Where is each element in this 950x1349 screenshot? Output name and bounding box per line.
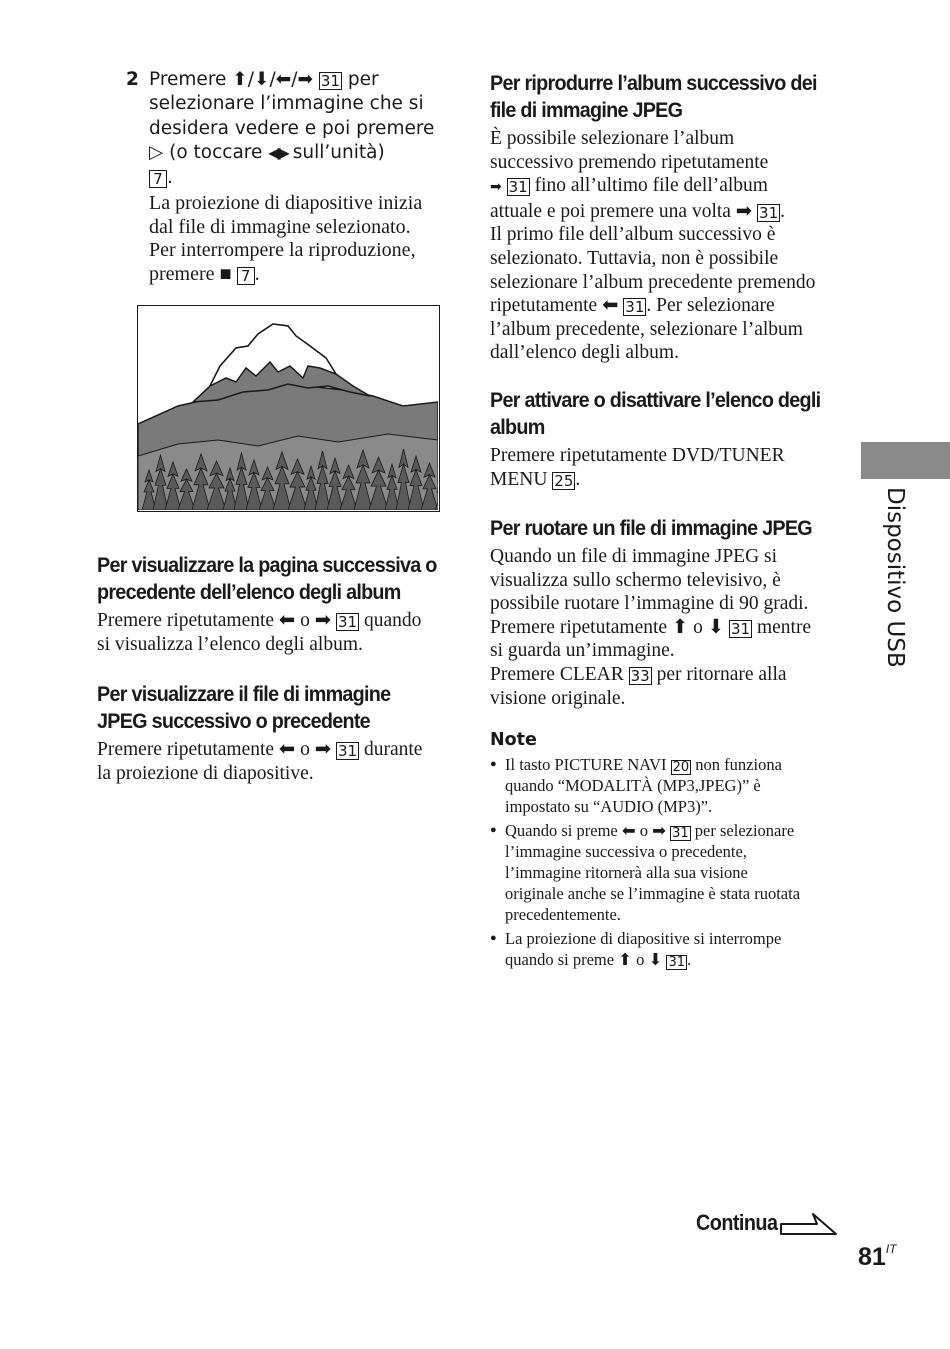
- section-tab: [861, 442, 950, 479]
- section-text: Premere ripetutamente ⬅ o ➡: [97, 739, 332, 760]
- button-ref-31: 31: [668, 955, 686, 970]
- section-text: Quando un file di immagine JPEG si: [490, 546, 778, 567]
- section-text: possibile ruotare l’immagine di 90 gradi.: [490, 593, 809, 615]
- note-item: [490, 820, 850, 925]
- step-desc-line: dal file di immagine selezionato.: [149, 215, 411, 238]
- section-rotate-image: [490, 515, 850, 710]
- language-code: IT: [885, 1242, 897, 1256]
- section-text: durante: [363, 739, 423, 760]
- step-text: .: [167, 166, 173, 188]
- step-number: 2: [126, 69, 139, 90]
- button-ref-7: 7: [237, 267, 255, 285]
- notes-heading: Note: [490, 730, 537, 750]
- section-text: selezionato. Tuttavia, non è possibile: [490, 247, 779, 269]
- button-ref-31: 31: [672, 826, 689, 841]
- page-number-value: 81: [858, 1243, 886, 1271]
- button-ref-31: 31: [508, 178, 528, 197]
- mountain-illustration: [137, 305, 440, 512]
- section-text: .: [575, 468, 581, 490]
- section-text: fino all’ultimo file dell’album: [534, 175, 768, 197]
- step-desc-line: La proiezione di diapositive inizia: [149, 192, 423, 215]
- section-text: visualizza sullo schermo televisivo, è: [490, 569, 781, 591]
- section-heading: precedente dell’elenco degli album: [97, 580, 401, 604]
- section-text: Premere ripetutamente ⬅ o ➡: [97, 610, 332, 631]
- note-text: non funziona: [695, 755, 782, 774]
- note-text: impostato su “AUDIO (MP3)”.: [505, 797, 713, 816]
- side-section-label: Dispositivo USB: [882, 487, 908, 668]
- section-text: attuale e poi premere una volta ➡: [490, 200, 753, 222]
- button-ref-31: 31: [730, 619, 751, 638]
- note-text: Il tasto PICTURE NAVI: [505, 755, 667, 774]
- step-text: sull’unità): [292, 142, 385, 164]
- section-toggle-album-list: [490, 387, 850, 491]
- step-desc-line: .: [254, 262, 260, 285]
- note-text: quando “MODALITÀ (MP3,JPEG)” è: [505, 776, 761, 795]
- button-ref-31: 31: [320, 72, 340, 90]
- note-text: originale anche se l’immagine è stata ruotata: [505, 884, 801, 903]
- step-2: [97, 68, 447, 286]
- step-text: Premere ⬆/⬇/⬅/➡: [149, 69, 313, 90]
- section-text: È possibile selezionare l’album: [490, 128, 735, 149]
- section-text: Premere ripetutamente ⬆ o ⬇: [490, 616, 725, 638]
- note-item: [490, 754, 850, 817]
- section-album-list-page: [97, 552, 457, 656]
- section-text: la proiezione di diapositive.: [97, 762, 314, 784]
- section-text: si visualizza l’elenco degli album.: [97, 633, 363, 655]
- left-column: [97, 68, 447, 286]
- note-text: quando si preme ⬆ o ⬇: [505, 950, 663, 969]
- section-text: .: [780, 200, 785, 222]
- step-text: selezionare l’immagine che si: [149, 93, 424, 115]
- step-desc-line: Per interrompere la riproduzione,: [149, 239, 416, 262]
- section-text: selezionare l’album precedente premendo: [490, 271, 816, 293]
- note-item: [490, 928, 850, 970]
- section-heading: Per riprodurre l’album successivo dei: [490, 71, 817, 95]
- step-text: per: [347, 69, 379, 90]
- note-text: per selezionare: [694, 821, 795, 840]
- note-text: precedentemente.: [505, 905, 621, 924]
- note-text: l’immagine ritornerà alla sua visione: [505, 863, 748, 882]
- section-text: per ritornare alla: [656, 663, 787, 685]
- button-ref-31: 31: [337, 742, 358, 760]
- button-ref-20: 20: [672, 760, 690, 775]
- mountain-landscape-image: [138, 306, 438, 510]
- section-text: si guarda un’immagine.: [490, 640, 675, 662]
- continue-arrow-icon: [779, 1212, 839, 1238]
- note-text: Quando si preme ⬅ o ➡: [505, 821, 666, 840]
- continue-label: Continua: [696, 1210, 778, 1235]
- notes-list: [490, 754, 850, 970]
- section-heading: Per visualizzare il file di immagine: [97, 682, 391, 706]
- right-arrow-icon: ➡: [490, 179, 502, 196]
- note-text: l’immagine successiva o precedente,: [505, 842, 747, 861]
- section-heading: JPEG successivo o precedente: [97, 709, 370, 733]
- step-text: desidera vedere e poi premere: [149, 117, 435, 139]
- button-ref-25: 25: [554, 471, 574, 490]
- note-text: ● La proiezione di diapositive si interrompe: [505, 929, 782, 948]
- section-heading: file di immagine JPEG: [490, 98, 683, 122]
- note-text: .: [687, 950, 692, 969]
- section-text: Premere CLEAR: [490, 663, 624, 685]
- section-text: successivo premendo ripetutamente: [490, 151, 769, 173]
- skip-arrows-icon: ◀▶: [268, 143, 287, 163]
- section-text: dall’elenco degli album.: [490, 342, 679, 364]
- step-description: [149, 192, 447, 286]
- stop-icon-text: premere ■: [149, 262, 232, 285]
- section-text: l’album precedente, selezionare l’album: [490, 318, 803, 340]
- page-number: [858, 1242, 896, 1272]
- section-heading: album: [490, 415, 545, 439]
- button-ref-31: 31: [625, 298, 645, 317]
- section-text: . Per selezionare: [646, 295, 775, 317]
- section-next-prev-image: [97, 681, 457, 785]
- section-text: visione originale.: [490, 687, 626, 709]
- section-next-album: [490, 70, 850, 365]
- play-icon-text: ▷ (o toccare: [149, 142, 263, 164]
- section-heading: Per attivare o disattivare l’elenco degli: [490, 388, 821, 412]
- section-heading: Per ruotare un file di immagine JPEG: [490, 516, 812, 540]
- button-ref-31: 31: [337, 613, 358, 631]
- section-text: MENU: [490, 468, 548, 490]
- section-text: ripetutamente ⬅: [490, 295, 619, 317]
- button-ref-33: 33: [630, 666, 650, 685]
- notes-section: [490, 730, 850, 973]
- section-heading: Per visualizzare la pagina successiva o: [97, 553, 437, 577]
- section-text: Premere ripetutamente DVD/TUNER: [490, 445, 785, 466]
- section-text: quando: [363, 610, 422, 631]
- button-ref-31: 31: [759, 203, 779, 222]
- section-text: Il primo file dell’album successivo è: [490, 224, 776, 246]
- section-text: mentre: [756, 616, 812, 638]
- button-ref-7: 7: [149, 170, 167, 188]
